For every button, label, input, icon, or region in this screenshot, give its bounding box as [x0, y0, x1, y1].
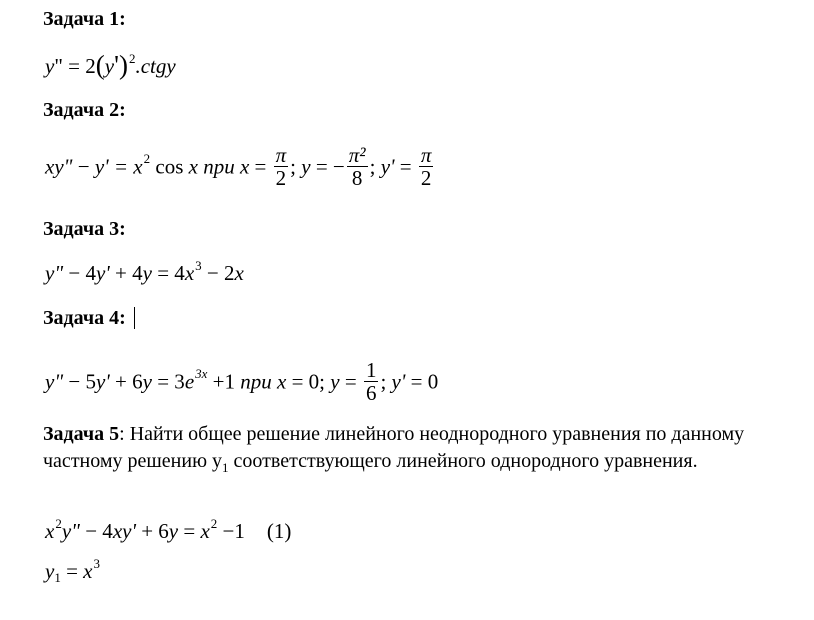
- task-2-formula: xy" − $y' = x^2$ cos x при x = $\frac{\pi}{2}$ ; y = − $\frac{\text{π²}}{8}$ ; y' = $\frac{\pi}{2}$: [45, 143, 432, 190]
- task-1-formula: y" = $2(y')^2.ctgy$: [45, 50, 176, 80]
- task-5-text: Задача 5: Найти общее решение линейного неоднородного уравнения по данному частному решению $y_1$ соответствующего линейного однородного уравнения.: [43, 423, 745, 475]
- task-4-formula: y" − $5y' + 6y = 3e^{3x} +1$ при x = 0; y = $\frac{1}{6}$ ; y' = 0: [45, 358, 439, 405]
- task-5-heading: Задача 5: [43, 423, 120, 445]
- task-5-equation: $x^2y$" − $4xy' + 6y = x^2 -1$ (1): [45, 516, 292, 543]
- task-5-particular-solution: $y_1 = x^3$: [45, 556, 100, 585]
- task-5-statement: : Найти общее решение линейного неоднородного уравнения по данному частному решению y: [43, 423, 745, 472]
- text-cursor: [134, 307, 135, 329]
- fraction-one-sixth: $\frac{1}{6}$: [365, 358, 377, 405]
- equation-number: (1): [266, 519, 292, 543]
- fraction-pi-squared-over-8: $\frac{\text{π²}}{8}$: [348, 143, 366, 190]
- task-3-formula: y" − $4y' + 4y = 4x^3 - 2x$: [45, 258, 244, 285]
- task-1-heading: Задача 1:: [43, 8, 126, 30]
- task-3-heading: Задача 3:: [43, 218, 126, 240]
- task-2-heading: Задача 2:: [43, 99, 126, 121]
- task-4-heading: Задача 4:: [43, 307, 126, 329]
- fraction-pi-over-2: $\frac{\pi}{2}$: [275, 143, 287, 190]
- fraction-pi-over-2-second: $\frac{\pi}{2}$: [420, 143, 432, 190]
